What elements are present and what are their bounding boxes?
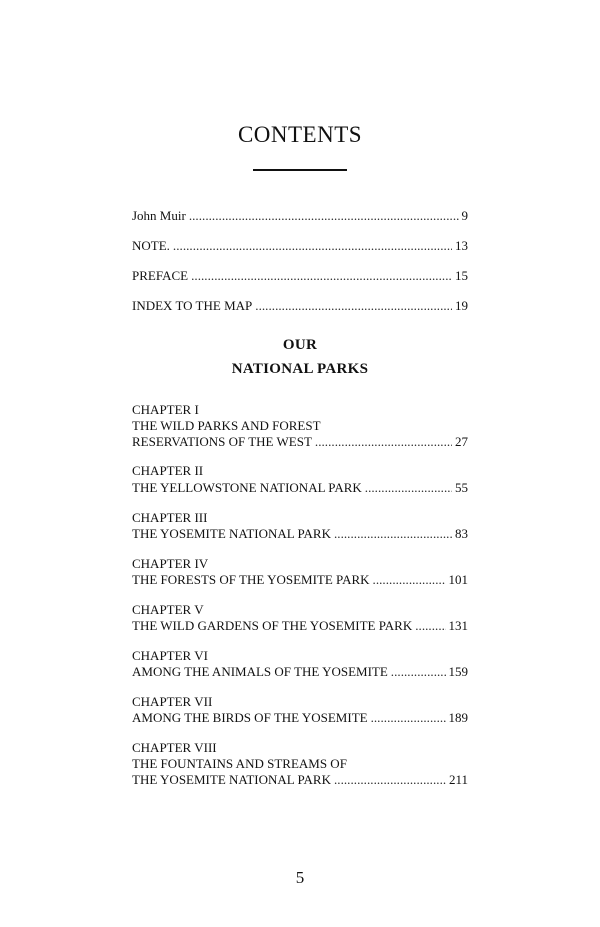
toc-entry-chapter-4[interactable] [132, 572, 468, 588]
chapter-label: CHAPTER V [132, 602, 204, 617]
leader-dots [191, 268, 452, 284]
toc-entry-john-muir[interactable] [132, 208, 468, 224]
chapter-title-line: THE YELLOWSTONE NATIONAL PARK [132, 480, 362, 495]
toc-entry-chapter-8[interactable] [132, 772, 468, 788]
leader-dots [371, 710, 446, 726]
chapter-title-line[interactable]: THE WILD PARKS AND FOREST [132, 418, 321, 433]
leader-dots [373, 572, 446, 588]
leader-dots [334, 772, 446, 788]
toc-entry-page: 27 [455, 434, 468, 449]
chapter-label: CHAPTER I [132, 402, 199, 417]
toc-entry-page: 211 [448, 772, 468, 787]
chapter-label: CHAPTER IV [132, 556, 209, 571]
chapter-title-line: THE FORESTS OF THE YOSEMITE PARK [132, 572, 370, 587]
toc-entry-page: 159 [448, 664, 468, 679]
leader-dots [315, 434, 452, 450]
toc-entry-chapter-1[interactable] [132, 434, 468, 450]
toc-entry-title: PREFACE [132, 268, 189, 283]
title-rule [253, 169, 347, 171]
toc-entry-page: 189 [448, 710, 468, 725]
chapter-title-line: THE WILD GARDENS OF THE YOSEMITE PARK [132, 618, 413, 633]
toc-entry-chapter-5[interactable] [132, 618, 468, 634]
chapter-title-line: AMONG THE BIRDS OF THE YOSEMITE [132, 710, 368, 725]
toc-entry-chapter-2[interactable] [132, 480, 468, 496]
chapter-label: CHAPTER VI [132, 648, 208, 663]
chapter-title-line: THE YOSEMITE NATIONAL PARK [132, 526, 331, 541]
page-number: 5 [295, 868, 305, 887]
chapter-label: CHAPTER VIII [132, 740, 217, 755]
toc-entry-page: 101 [448, 572, 468, 587]
toc-entry-index-to-the-map[interactable] [132, 298, 468, 314]
toc-entry-title: John Muir [132, 208, 186, 223]
toc-entry-page: 15 [455, 268, 468, 283]
toc-entry-page: 9 [461, 208, 468, 223]
leader-dots [365, 480, 452, 496]
chapter-title-line: AMONG THE ANIMALS OF THE YOSEMITE [132, 664, 388, 679]
toc-entry-page: 131 [448, 618, 468, 633]
toc-entry-chapter-3[interactable] [132, 526, 468, 542]
chapter-label: CHAPTER II [132, 463, 204, 478]
toc-entry-chapter-6[interactable] [132, 664, 468, 680]
chapter-label: CHAPTER VII [132, 694, 213, 709]
leader-dots [415, 618, 445, 634]
toc-entry-page: 19 [455, 298, 468, 313]
leader-dots [334, 526, 452, 542]
section-heading-line-1: OUR [282, 337, 318, 353]
toc-entry-title: INDEX TO THE MAP [132, 298, 253, 313]
chapter-title-line: RESERVATIONS OF THE WEST [132, 434, 312, 449]
toc-entry-page: 55 [455, 480, 468, 495]
leader-dots [391, 664, 446, 680]
toc-entry-page: 83 [455, 526, 468, 541]
chapter-title-line: THE YOSEMITE NATIONAL PARK [132, 772, 331, 787]
toc-entry-chapter-7[interactable] [132, 710, 468, 726]
toc-entry-preface[interactable] [132, 268, 468, 284]
chapter-label: CHAPTER III [132, 510, 208, 525]
leader-dots [255, 298, 452, 314]
toc-entry-page: 13 [455, 238, 468, 253]
chapter-title-line[interactable]: THE FOUNTAINS AND STREAMS OF [132, 756, 347, 771]
leader-dots [189, 208, 459, 224]
toc-entry-note[interactable] [132, 238, 468, 254]
section-heading-line-2: NATIONAL PARKS [231, 361, 369, 377]
leader-dots [173, 238, 452, 254]
toc-entry-title: NOTE. [132, 238, 170, 253]
page-title: CONTENTS [237, 122, 363, 147]
